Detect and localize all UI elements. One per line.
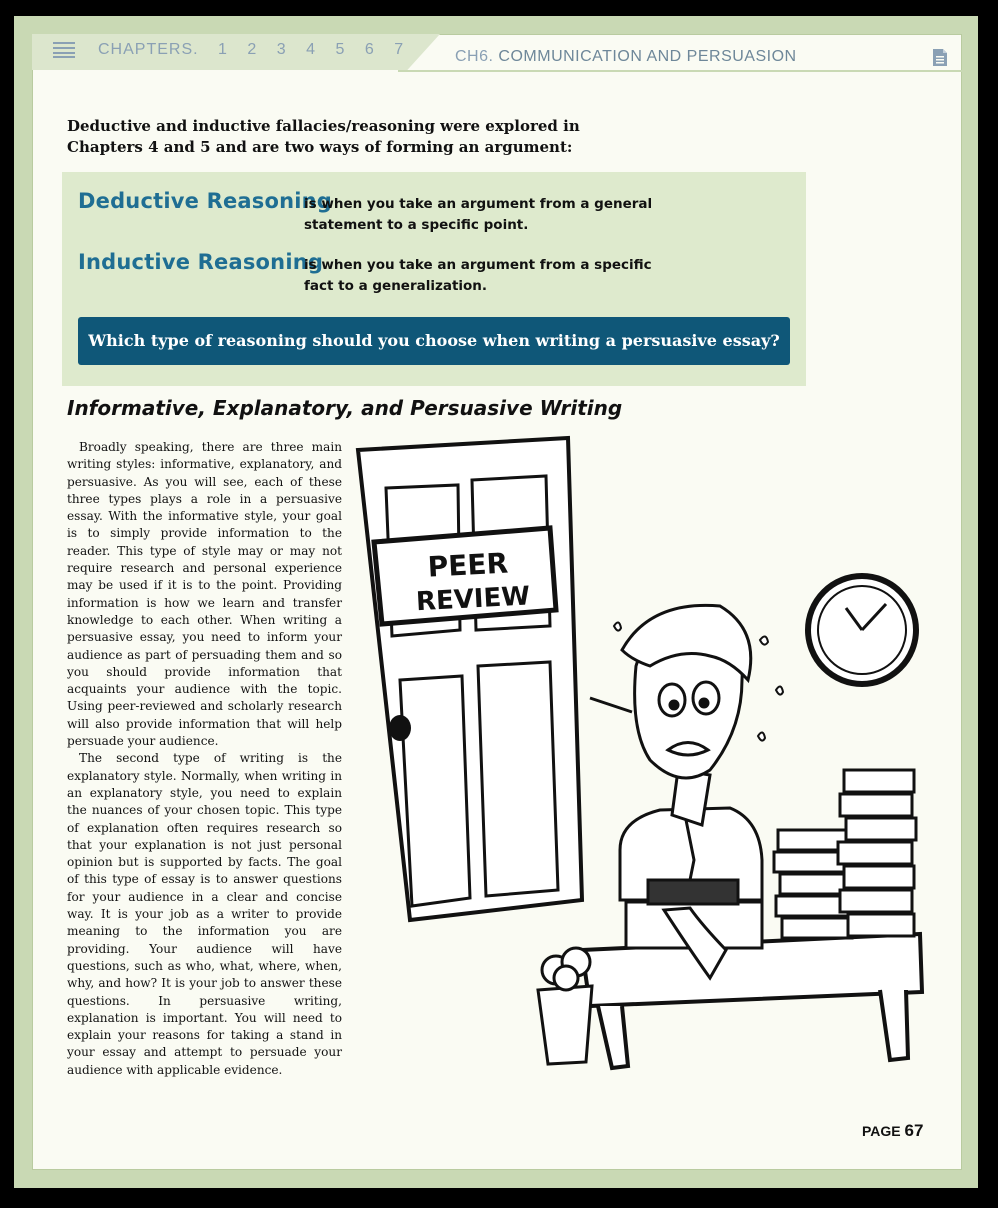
intro-paragraph: Deductive and inductive fallacies/reasoning were explored in Chapters 4 and 5 and are two ways of forming an argument: (67, 117, 580, 156)
peer-review-cartoon (350, 430, 950, 1090)
term-deductive: Deductive Reasoning (78, 189, 333, 213)
chapter-nav (98, 41, 404, 59)
chapter-link-6[interactable]: 6 (364, 41, 375, 58)
chapter-link-4[interactable]: 4 (306, 41, 317, 58)
header-divider (398, 70, 962, 72)
body-text (67, 439, 342, 1079)
definition-deductive: is when you take an argument from a general statement to a specific point. (304, 196, 653, 233)
desk (582, 934, 922, 1068)
chapter-link-1[interactable]: 1 (218, 41, 228, 58)
section-title: Informative, Explanatory, and Persuasive Writing (67, 396, 623, 420)
door (358, 438, 582, 920)
chapter-title-text: COMMUNICATION AND PERSUASION (498, 48, 797, 65)
page-number-value: 67 (904, 1121, 924, 1140)
page-label: PAGE (862, 1123, 901, 1139)
definition-inductive: is when you take an argument from a specific fact to a generalization. (304, 257, 652, 294)
wastebasket (538, 948, 592, 1064)
door-knob (389, 715, 411, 741)
reasoning-question-banner[interactable]: Which type of reasoning should you choose when writing a persuasive essay? (78, 317, 790, 365)
chapter-link-3[interactable]: 3 (276, 41, 287, 58)
paragraph-informative: Broadly speaking, there are three main writing styles: informative, explanatory, and persuasive. As you will see, each of these three types plays a role in a persuasive essay. With the informative style, your goal is to simply provide information to the reader. This type of style may or may not require research and personal experience may be used if it is to the point. Providing information is how we learn and transfer knowledge to each other. When writing a persuasive essay, you need to inform your audience as part of persuading them and so you should provide information that acquaints your audience with the topic. Using peer-reviewed and scholarly research will also provide information that will help persuade your audience. (67, 440, 342, 749)
sign-line-1: PEER (426, 546, 509, 584)
chapter-link-7[interactable]: 7 (394, 41, 405, 58)
chapter-title (455, 48, 797, 66)
book-stack (774, 770, 916, 938)
hamburger-list-icon[interactable] (53, 42, 75, 58)
peer-review-sign (374, 528, 556, 624)
term-inductive: Inductive Reasoning (78, 250, 324, 274)
page-number (862, 1121, 923, 1141)
chapter-link-5[interactable]: 5 (335, 41, 346, 58)
chapter-link-2[interactable]: 2 (247, 41, 258, 58)
chapters-label: CHAPTERS. (98, 41, 199, 58)
chapter-code: CH6. (455, 48, 494, 65)
document-icon[interactable] (932, 48, 948, 67)
stressed-writer (590, 605, 762, 900)
paragraph-explanatory: The second type of writing is the explanatory style. Normally, when writing in an explanatory style, you need to explain the nuances of your chosen topic. This type of explanation often requires research so that your explanation is not just personal opinion but is supported by facts. The goal of this type of essay is to answer questions for your audience in a clear and concise way. It is your job as a writer to provide meaning to the information you are providing. Your audience will have questions, such as who, what, where, when, why, and how? It is your job to answer these questions. In persuasive writing, explanation is important. You will need to explain your reasons for taking a stand in your essay and attempt to persuade your audience with applicable evidence. (67, 751, 342, 1077)
wall-clock (808, 576, 916, 684)
sign-line-2: REVIEW (415, 581, 531, 618)
